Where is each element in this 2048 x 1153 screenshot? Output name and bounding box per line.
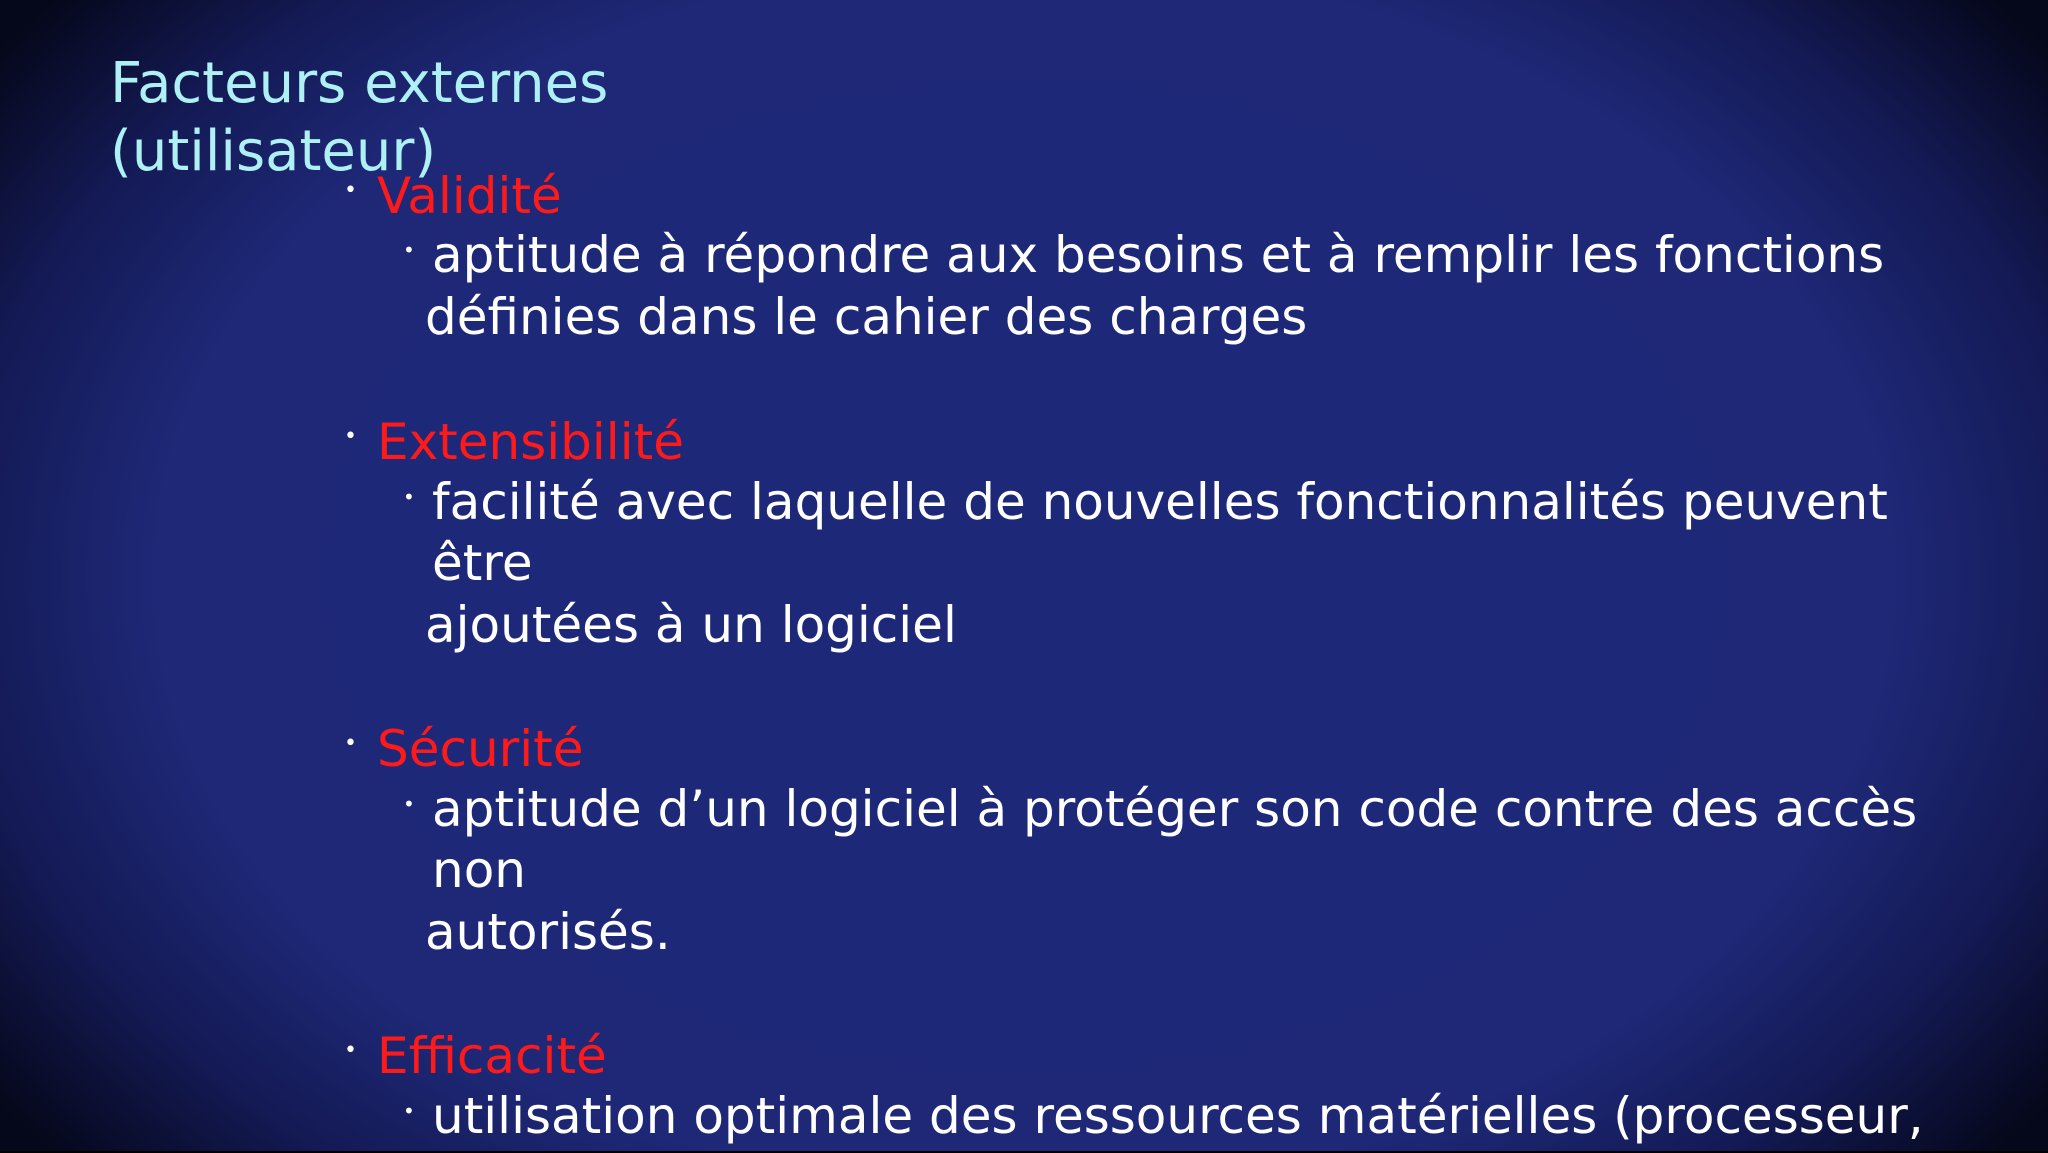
bullet-dot-icon: • <box>344 1038 357 1063</box>
item-description-line: être <box>432 534 533 592</box>
item-description-line: non <box>432 841 526 899</box>
item-description-line: facilité avec laquelle de nouvelles fonctionnalités peuvent <box>432 473 1888 531</box>
bullet-dot-icon: • <box>344 424 357 449</box>
slide-title-line-2: (utilisateur) <box>110 119 437 184</box>
item-heading-validite: Validité <box>377 167 562 225</box>
item-description-line: définies dans le cahier des charges <box>425 288 1308 346</box>
sub-bullet-dot-icon: • <box>403 1099 415 1123</box>
bullet-dot-icon: • <box>344 731 357 756</box>
item-heading-extensibilite: Extensibilité <box>377 413 684 471</box>
sub-bullet-dot-icon: • <box>403 238 415 262</box>
bullet-dot-icon: • <box>344 178 357 203</box>
item-heading-securite: Sécurité <box>377 720 584 778</box>
sub-bullet-dot-icon: • <box>403 485 415 509</box>
sub-bullet-dot-icon: • <box>403 792 415 816</box>
item-description-line: aptitude d’un logiciel à protéger son code contre des accès <box>432 780 1918 838</box>
item-description-line: ajoutées à un logiciel <box>425 596 957 654</box>
item-description-line: aptitude à répondre aux besoins et à remplir les fonctions <box>432 226 1885 284</box>
slide-title-line-1: Facteurs externes <box>110 51 609 116</box>
item-description-line: autorisés. <box>425 903 671 961</box>
item-description-line: utilisation optimale des ressources matérielles (processeur, <box>432 1087 1924 1145</box>
item-heading-efficacite: Efficacité <box>377 1027 607 1085</box>
